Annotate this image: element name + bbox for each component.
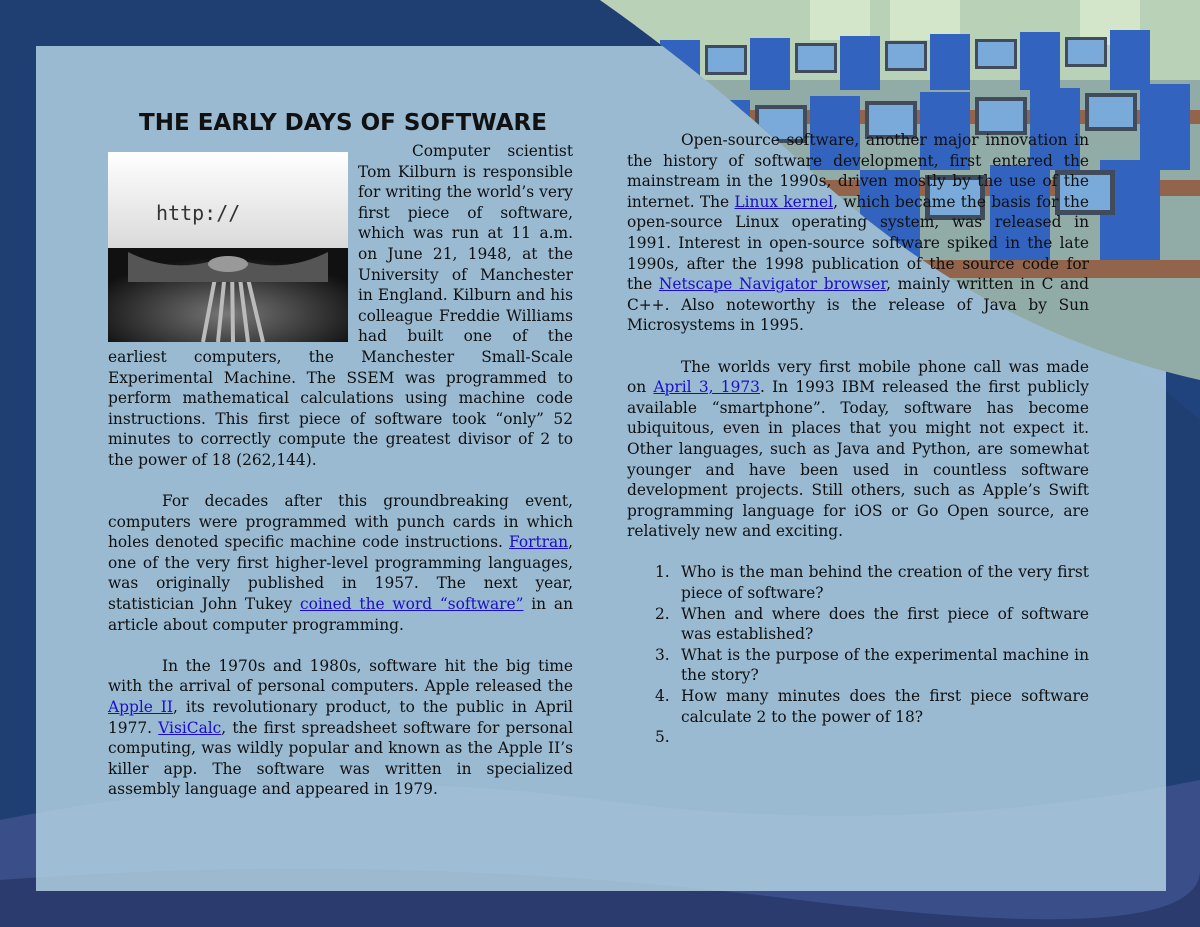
hyperlink[interactable]: April 3, 1973 bbox=[653, 378, 760, 397]
image-float-space bbox=[108, 141, 358, 341]
right-column bbox=[627, 130, 1089, 748]
typewriter-text: http:// bbox=[156, 201, 241, 225]
paragraph-text: , one of the very first higher-level programming languages, was originally published in 1957. The next year, statistician John Tukey bbox=[108, 533, 573, 614]
paragraph-text: , mainly written in C and C++. Also noteworthy is the release of Java by Sun Microsystems in 1995. bbox=[627, 275, 1089, 335]
hyperlink[interactable]: VisiCalc bbox=[158, 718, 222, 737]
paragraph-text: , its revolutionary product, to the public in April 1977. bbox=[108, 698, 573, 737]
document-title: THE EARLY DAYS OF SOFTWARE bbox=[139, 110, 547, 136]
question-item bbox=[627, 604, 1089, 645]
question-item bbox=[627, 727, 1089, 748]
paragraph-text: , which became the basis for the open-source Linux operating system, was released in 1991. Interest in open-source software spiked in the late 1990s, after the 1998 publication of the source code for the bbox=[627, 192, 1090, 294]
paragraph-text: The worlds very first mobile phone call was made on bbox=[627, 357, 1089, 397]
question-number: 5. bbox=[655, 728, 670, 747]
question-number: 3. bbox=[655, 645, 670, 664]
hyperlink[interactable]: Netscape Navigator browser bbox=[658, 275, 887, 294]
question-text: When and where does the first piece of software was established? bbox=[681, 604, 1089, 644]
question-number: 1. bbox=[655, 563, 670, 582]
question-number: 4. bbox=[655, 687, 670, 706]
hyperlink[interactable]: Apple II bbox=[108, 698, 173, 717]
left-column bbox=[108, 141, 573, 800]
paragraph-open-source bbox=[627, 130, 1089, 336]
paragraph-mobile-phone bbox=[627, 357, 1089, 542]
question-item bbox=[627, 645, 1089, 686]
paragraph-text: In the 1970s and 1980s, software hit the big time with the arrival of personal computers. Apple released the bbox=[108, 656, 573, 696]
paragraph-text: Computer scientist Tom Kilburn is responsible for writing the world’s very first piece of software, which was run at 11 a.m. on June 21, 1948, at the University of Manchester in England. Kilburn and his colleague Freddie Williams had built one of the earliest computers, the Manchester Small-Scale Experimental Machine. The SSEM was programmed to perform mathematical calculations using machine code instructions. This first piece of software took “only” 52 minutes to correctly compute the greatest divisor of 2 to the power of 18 (262,144). bbox=[108, 142, 573, 469]
paragraph-text: , the first spreadsheet software for personal computing, was wildly popular and known as the Apple II’s killer app. The software was written in specialized assembly language and appeared in 1979. bbox=[108, 718, 573, 799]
paragraph-text: Open-source software, another major innovation in the history of software development, first entered the mainstream in the 1990s, driven mostly by the use of the internet. The bbox=[627, 131, 1089, 211]
question-text: Who is the man behind the creation of the very first piece of software? bbox=[681, 563, 1089, 603]
hyperlink[interactable]: Fortran bbox=[509, 533, 569, 552]
question-item bbox=[627, 686, 1089, 727]
question-text: What is the purpose of the experimental machine in the story? bbox=[681, 645, 1089, 685]
paragraph-text: in an article about computer programming. bbox=[108, 595, 573, 634]
question-list bbox=[627, 562, 1089, 747]
question-item bbox=[627, 562, 1089, 603]
paragraph-personal-computers bbox=[108, 656, 573, 800]
paragraph-text: For decades after this groundbreaking event, computers were programmed with punch cards in which holes denoted specific machine code instructions. bbox=[108, 492, 573, 552]
hyperlink[interactable]: Linux kernel bbox=[734, 192, 834, 211]
question-text bbox=[681, 728, 686, 746]
hyperlink[interactable]: coined the word “software” bbox=[299, 595, 524, 614]
paragraph-text: . In 1993 IBM released the first publicly available “smartphone”. Today, software has become ubiquitous, even in places that you might not expect it. Other languages, such as Java and Python, are somewhat younger and have been used in countless software development projects. Still others, such as Apple’s Swift programming language for iOS or Go Open source, are relatively new and exciting. bbox=[627, 378, 1089, 541]
paragraph-punch-cards bbox=[108, 491, 573, 635]
question-text: How many minutes does the first piece software calculate 2 to the power of 18? bbox=[681, 687, 1089, 726]
question-number: 2. bbox=[655, 604, 670, 623]
